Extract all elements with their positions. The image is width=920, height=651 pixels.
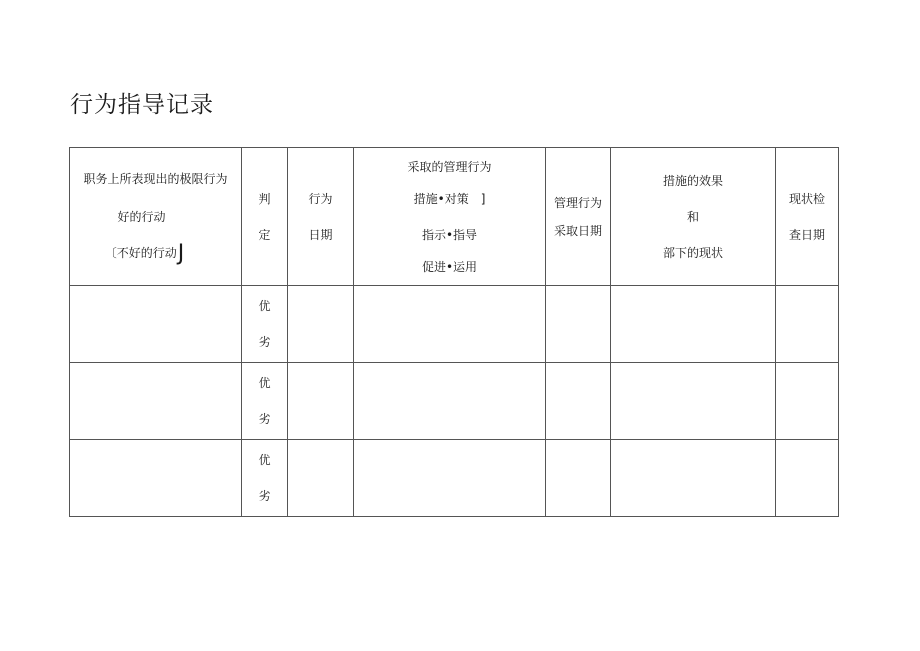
header-check-date-line2: 查日期 [788,227,825,242]
header-management-line2: 措施•对策 ] [413,191,486,206]
cell-management-date[interactable] [546,440,611,517]
judgment-good: 优 [258,453,271,467]
cell-effect[interactable] [611,286,776,363]
header-behavior-line3 [70,241,241,266]
cell-management-date[interactable] [546,363,611,440]
header-effect-line1: 措施的效果 [662,173,723,188]
cell-management-date[interactable] [546,286,611,363]
header-effect-line3: 部下的现状 [662,245,723,260]
judgment-good: 优 [258,376,271,390]
header-management-line3: 指示•指导 [421,227,478,242]
cell-check-date[interactable] [776,363,839,440]
header-behavior-line3-mark: J [177,241,185,266]
header-judgment-line1: 判 [258,191,271,206]
judgment-good: 优 [258,299,271,313]
judgment-bad: 劣 [258,412,271,426]
header-management-line1: 采取的管理行为 [407,159,492,174]
header-date-line1: 行为 [308,191,333,206]
cell-behavior[interactable] [70,363,242,440]
judgment-bad: 劣 [258,335,271,349]
cell-judgment[interactable] [242,440,288,517]
cell-management[interactable] [354,440,546,517]
header-management [354,148,546,286]
header-management-date-line2: 采取日期 [553,223,602,238]
cell-check-date[interactable] [776,440,839,517]
table-header-row [70,148,839,286]
header-date-line2: 日期 [308,227,333,242]
cell-judgment[interactable] [242,286,288,363]
header-management-date [546,148,611,286]
cell-check-date[interactable] [776,286,839,363]
table-row [70,363,839,440]
header-effect-line2: 和 [686,209,699,224]
header-behavior-line2: 好的行动 [117,210,166,224]
cell-date[interactable] [288,440,354,517]
header-date [288,148,354,286]
cell-judgment[interactable] [242,363,288,440]
cell-date[interactable] [288,363,354,440]
header-effect [611,148,776,286]
header-judgment [242,148,288,286]
cell-behavior[interactable] [70,440,242,517]
header-check-date [776,148,839,286]
table-row [70,440,839,517]
header-behavior-line3-text: 〔不好的行动 [104,246,177,260]
page-title: 行为指导记录 [70,92,214,118]
cell-effect[interactable] [611,440,776,517]
header-behavior-line1: 职务上所表现出的极限行为 [83,172,228,186]
cell-effect[interactable] [611,363,776,440]
header-judgment-line2: 定 [258,227,271,242]
judgment-bad: 劣 [258,489,271,503]
header-management-date-line1: 管理行为 [553,195,602,210]
header-behavior [70,148,242,286]
cell-management[interactable] [354,363,546,440]
cell-date[interactable] [288,286,354,363]
header-check-date-line1: 现状检 [788,191,825,206]
behavior-guidance-table [69,147,839,517]
cell-management[interactable] [354,286,546,363]
table-row [70,286,839,363]
cell-behavior[interactable] [70,286,242,363]
header-management-line4: 促进•运用 [421,259,478,274]
